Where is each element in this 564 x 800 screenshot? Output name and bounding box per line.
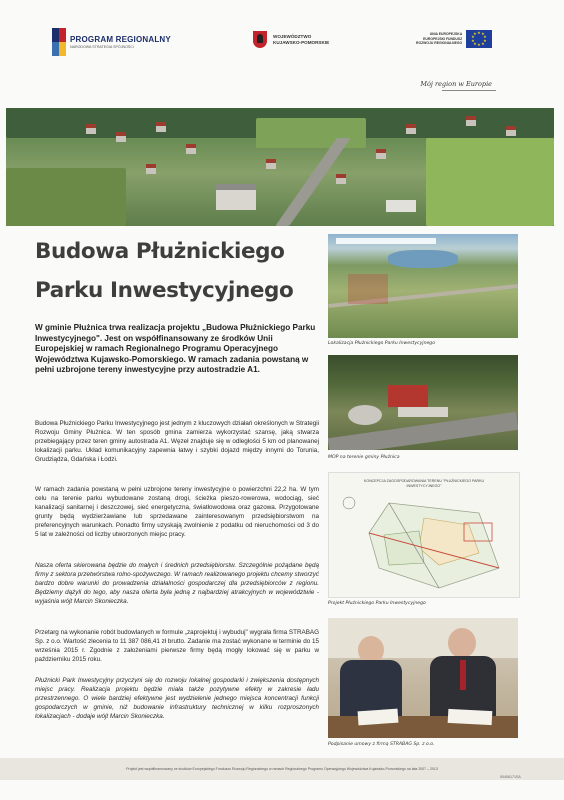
eu-line3: ROZWOJU REGIONALNEGO	[416, 41, 463, 46]
paragraph-5-quote: Płużnicki Park Inwestycyjny przyczyni się do rozwoju lokalnej gospodarki i zwiększenia dostępnych miejsc pracy. Realizacja projektu będzie miała także pozytywne efekty w zakresie ładu przestrzennego. O wiele bardziej efektywne jest wydzielenie jednego miejsca koncentracji funkcji gospodarczych w gminie, niż budowanie infrastruktury technicznej w kilku rozproszonych lokalizacjach - dodaje wójt Marcin Skonieczka.	[35, 677, 319, 720]
eu-logo	[416, 30, 492, 48]
footer-text: Projekt jest współfinansowany ze środków Europejskiego Funduszu Rozwoju Regionalnego w ramach Regionalnego Programu Operacyjnego Województwa Kujawsko-Pomorskiego na lata 2007 – 2013	[126, 767, 438, 771]
title-line1: Budowa Płużnickiego	[35, 239, 285, 264]
article-lead: W gminie Płużnica trwa realizacja projektu „Budowa Płużnickiego Parku Inwestycyjnego". Jest on współfinansowany ze środków Unii Europejskiej w ramach Regionalnego Programu Operacyjnego Województwa Kujawsko-Pomorskiego. W ramach zadania powstaną w pełni uzbrojone tereny inwestycyjne przy autostradzie A1.	[35, 323, 316, 375]
caption-location: Lokalizacja Płużnickiego Parku Inwestycyjnego	[328, 341, 436, 346]
location-photo	[328, 234, 518, 338]
caption-mop: MOP na terenie gminy Płużnica	[328, 455, 400, 460]
article-title	[35, 238, 325, 304]
park-plan-drawing	[328, 472, 520, 598]
program-subtitle: NARODOWA STRATEGIA SPÓJNOŚCI	[70, 45, 134, 49]
slogan: Mój region w Europie	[420, 80, 492, 88]
footer-code: 00406171SA	[500, 775, 521, 779]
eu-line2: EUROPEJSKI FUNDUSZ	[423, 36, 463, 41]
voivodeship-logo	[253, 31, 329, 48]
eu-line1: UNIA EUROPEJSKA	[429, 32, 463, 37]
program-regionalny-mark-icon	[52, 28, 66, 56]
caption-signing: Podpisanie umowy z firmą STRABAG Sp. z o.o.	[328, 742, 435, 747]
plan-title: KONCEPCJA ZAGOSPODAROWANIA TERENU "PŁUŻNICKIEGO PARKU INWESTYCYJNEGO"	[363, 479, 485, 488]
paragraph-3-quote: Nasza oferta skierowana będzie do małych i średnich przedsiębiorstw. Szczególnie pożądane będą firmy z sektora przetwórstwa rolno-spożywczego. W ramach realizowanego projektu chcemy stworzyć bardzo dobre warunki do prowadzenia działalności gospodarczej dla przedsiębiorców z regionu. Będziemy dążyli do tego, aby nasza oferta była jedną z najbardziej atrakcyjnych w województwie - wyjaśnia wójt Marcin Skonieczka.	[35, 562, 319, 605]
plan-map-icon	[329, 473, 519, 597]
paragraph-2: W ramach zadania powstaną w pełni uzbrojone tereny inwestycyjne o powierzchni 22,2 ha. W tym celu na terenie parku wybudowane zostaną drogi, ścieżka pieszo-rowerowa, wodociąg, sieć kanalizacji sanitarnej i deszczowej, sieć energetyczna, światłowodowa oraz gazowa. Przygotowane grunty będą wydzierżawiane lub sprzedawane zainteresowanym przedsiębiorstwom na preferencyjnych warunkach. Ponadto firmy uzyskają zwolnienie z podatku od nieruchomości od 3 do 5 lat w zależności od liczby utworzonych miejsc pracy.	[35, 486, 319, 538]
hero-aerial-photo	[6, 108, 554, 226]
eu-flag-icon: ★ ★ ★ ★ ★ ★ ★ ★ ★ ★	[466, 30, 492, 48]
paragraph-4: Przetarg na wykonanie robót budowlanych w formule „zaprojektuj i wybuduj" wygrała firma STRABAG Sp. z o.o. Wartość zlecenia to 11 387 086,41 zł brutto. Zadanie ma zostać wykonane w terminie do 15 września 2015 r. Zgodnie z założeniami pierwsze firmy będą mogły lokować się w parku w październiku 2015 roku.	[35, 629, 319, 663]
caption-plan: Projekt Płużnickiego Parku Inwestycyjnego	[328, 601, 426, 606]
title-line2: Parku Inwestycyjnego	[35, 278, 294, 303]
voivodeship-crest-icon	[253, 31, 267, 48]
voivodeship-line1: WOJEWÓDZTWO	[273, 33, 312, 39]
slogan-underline	[442, 90, 496, 91]
header-logos	[0, 22, 564, 88]
voivodeship-line2: KUJAWSKO-POMORSKIE	[273, 39, 330, 45]
program-regionalny-logo	[52, 28, 171, 56]
contract-signing-photo	[328, 618, 518, 738]
paragraph-1: Budowa Płużnickiego Parku Inwestycyjnego jest jednym z kluczowych działań określonych w Strategii Rozwoju Gminy Płużnica. W ten sposób gmina zamierza wykorzystać szansę, jaką stwarza przebiegający przez teren gminy autostrada A1. Węzeł znajduje się w odległości 5 km od planowanej lokalizacji parku. Układ komunikacyjny zapewnia łatwy i szybki dojazd między innymi do Torunia, Grudziądza, Gdańska i Łodzi.	[35, 420, 319, 463]
program-title: PROGRAM REGIONALNY	[70, 35, 171, 44]
mop-photo	[328, 355, 518, 450]
